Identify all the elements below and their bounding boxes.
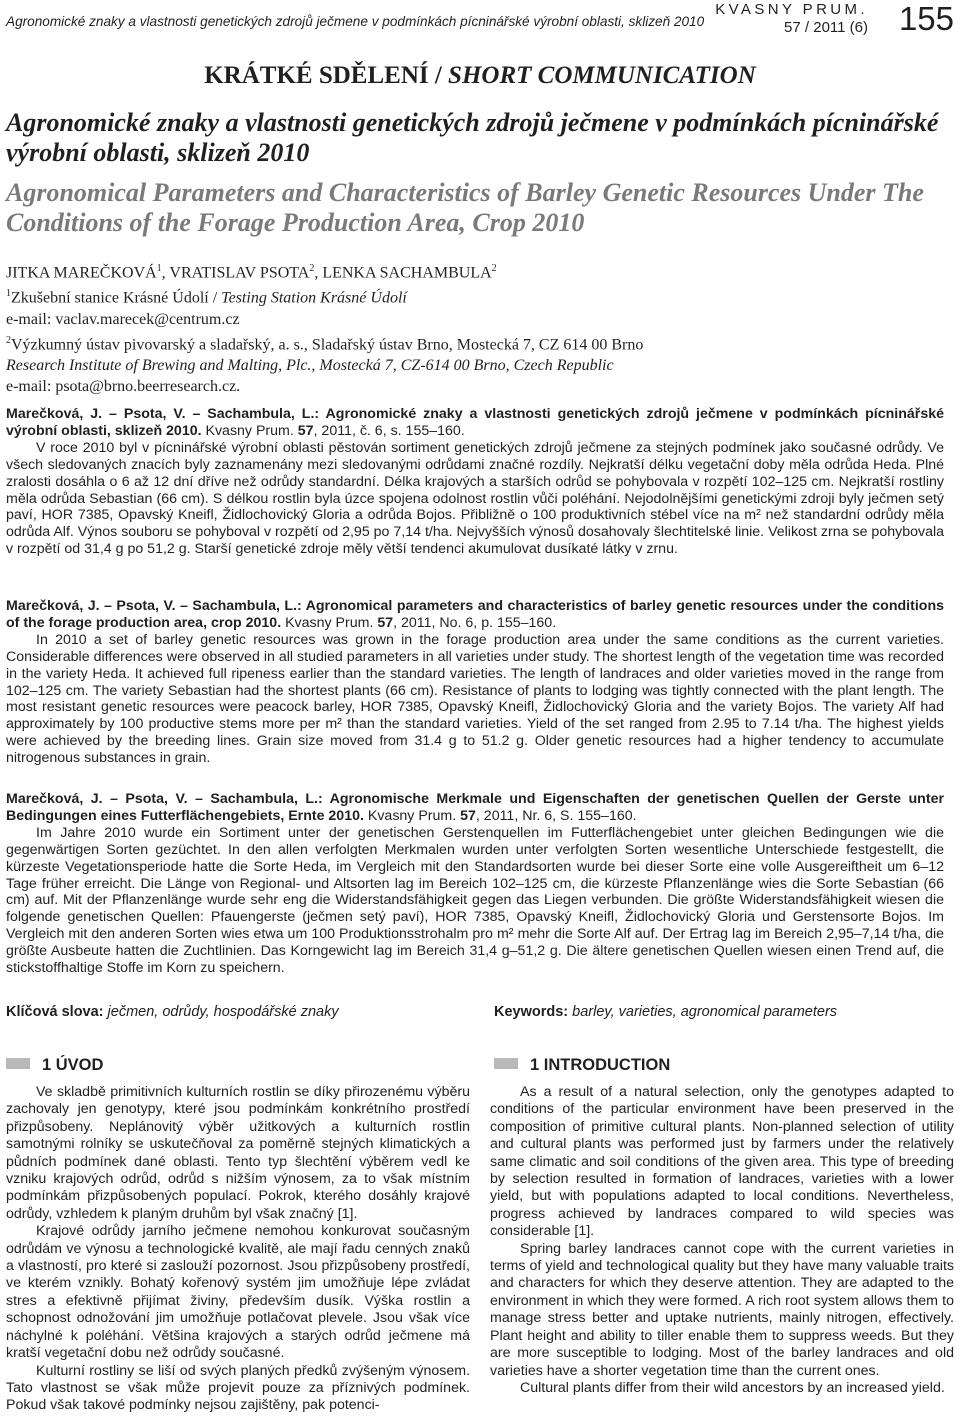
heading-bar bbox=[494, 1058, 518, 1069]
section-label bbox=[0, 62, 960, 90]
body-column-right bbox=[490, 1084, 954, 1397]
running-title: Agronomické znaky a vlastnosti genetických zdrojů ječmene v podmínkách pícninářské výrobní oblasti, sklizeň 2010 bbox=[6, 14, 705, 29]
email-2: e-mail: psota@brno.beerresearch.cz. bbox=[6, 377, 241, 395]
title-english: Agronomical Parameters and Characteristics of Barley Genetic Resources Under The Conditions of the Forage Production Area, Crop 2010 bbox=[6, 178, 924, 237]
paragraph: As a result of a natural selection, only the genotypes adapted to conditions of the particular environment have been preserved in the composition of primitive cultural plants. Non-planned selection of utility and cultural plants was performed just by farmers under the relatively same climatic and soil conditions of the given area. This type of breeding by selection resulted in formation of landraces, varieties with a lower yield, but with populations adapted to local conditions. Nevertheless, progress achieved by landraces compared to wild species was considerable [1]. bbox=[490, 1084, 954, 1240]
section-heading-introduction: 1 INTRODUCTION bbox=[494, 1056, 670, 1075]
author-sup: 2 bbox=[491, 263, 497, 274]
citation: Marečková, J. – Psota, V. – Sachambula, L.: Agronomické znaky a vlastnosti genetických zdrojů ječmene v podmínkách pícninářské výrobní oblasti, sklizeň 2010. Kvasny Prum. 57, 2011, č. 6, s. 155–160. bbox=[6, 406, 944, 439]
page-number: 155 bbox=[898, 0, 954, 37]
author-name: JITKA MAREČKOVÁ bbox=[6, 264, 157, 282]
author-block bbox=[6, 258, 956, 397]
section-label-en: SHORT COMMUNICATION bbox=[448, 62, 756, 89]
paragraph: Krajové odrůdy jarního ječmene nemohou konkurovat současným odrůdám ve výnosu a technologické kvalitě, ale mají řadu cenných znaků a vlastností, pro které si zaslouží pozornost. Jsou přizpůsobeny prostředí, ve kterém vznikly. Bohatý kořenový systém jim umožňuje lépe zvládat stres a efektivně přijímat živiny, především dusík. Výška rostlin a schopnost odnožování jim umožňuje potlačovat plevele. Jsou však více náchylné k poléhání. Většina krajových a starých odrůd ječmene má kratší vegetační dobu než odrůdy současné. bbox=[6, 1223, 470, 1362]
author-sup: 1 bbox=[156, 263, 162, 274]
abstract-german bbox=[6, 791, 944, 977]
abstract-text: V roce 2010 byl v pícninářské výrobní oblasti pěstován sortiment genetických zdrojů ječmene za stejných podmínek jako současné odrůdy. Ve všech sledovaných znacích byly zaznamenány mezi sledovanými odrůdami značné rozdíly. Nejkratší délku vegetační doby měla odrůda Heda. Plné zralosti dosáhla o 6 až 12 dní dříve než odrůdy standardní. Délka krajových a starších odrůd se pohybovala v rozpětí 102–125 cm. Nejkratší rostliny měla odrůda Sebastian (66 cm). S délkou rostlin byla úzce spojena odolnost rostlin vůči poléhání. Nejodolnějšími genetickými zdroji byly ječmen setý paví, HOR 7385, Opavský Kneifl, Židlochovický Gloria a odrůda Bojos. Přibližně o 100 produktivních stébel více na m² než standardní odrůdy měla odrůda Alf. Výnos souboru se pohyboval v rozpětí od 2,95 po 7,14 t/ha. Nejvyšších výnosů dosahovaly šlechtitelské linie. Velikost zrna se pohybovala v rozpětí od 31,4 g po 51,2 g. Starší genetické zdroje měly větší tendenci akumulovat dusíkaté látky v zrnu. bbox=[6, 439, 944, 558]
affiliation-2-english: Research Institute of Brewing and Malting, Plc., Mostecká 7, CZ-614 00 Brno, Czech Republic bbox=[6, 356, 614, 374]
keywords-english: Keywords: barley, varieties, agronomical parameters bbox=[494, 1004, 838, 1020]
journal-name: KVASNY PRUM. bbox=[715, 1, 868, 18]
author-sep: , bbox=[161, 264, 170, 282]
author-sep: , bbox=[314, 264, 323, 282]
paragraph: Spring barley landraces cannot cope with the current varieties in terms of yield and technological quality but they have many valuable traits and characters for which they deserve attention. They are adapted to the environment in which they were formed. A rich root system allows them to manage stress better and uptake nutrients, mainly nitrogen, effectively. Plant height and ability to tiller enable them to suppress weeds. But they are more susceptible to lodging. Most of the barley landraces and old varieties have a shorter vegetation time than the current ones. bbox=[490, 1240, 954, 1379]
affiliation-2: $^2$Výzkumný ústav pivovarský a sladařský, a. s., Sladařský ústav Brno, Mostecká 7, CZ 614 00 Brno bbox=[6, 334, 644, 353]
abstract-english bbox=[6, 598, 944, 767]
author-sup: 2 bbox=[309, 263, 315, 274]
journal-block bbox=[715, 2, 868, 38]
paragraph: Kulturní rostliny se liší od svých planých předků zvýšeným výnosem. Tato vlastnost se však může projevit pouze za příznivých podmínek. Pokud však takové podmínky nejsou zajištěny, pak potenci- bbox=[6, 1362, 470, 1414]
section-heading-uvod: 1 ÚVOD bbox=[6, 1056, 103, 1075]
abstract-text: Im Jahre 2010 wurde ein Sortiment unter der genetischen Gerstenquellen im Futterflächengebiet unter gleichen Bedingungen wie die gegenwärtigen Sorten gezüchtet. In den allen verfolgten Merkmalen wurden unter verfolgten Sorten wesentliche Unterschiede festgestellt, die kürzeste Vegetationsperiode hatte die Sorte Heda, im Vergleich mit den Standardsorten wurde bei dieser Sorte eine volle Ausgereiftheit um 6–12 Tage früher erreicht. Die Länge von Regional- und Altsorten lag im Bereich 102–125 cm, die kürzeste Pflanzenlänge wies die Sorte Sebastian (66 cm) auf. Mit der Pflanzenlänge wurde sehr eng die Widerstandsfähigkeit gegen das Liegen verbunden. Die größte Widerstandsfähigkeit wiesen die folgende genetischen Quellen: Pfauengerste (ječmen setý paví), HOR 7385, Opavský Kneifl, Židlochovický Gloria und Gerstensorte Bojos. Im Vergleich mit den anderen Sorten wies etwa um 100 Produktionsstrohalm pro m² mehr die Sorte Alf auf. Der Ertrag lag im Bereich 2,95–7,14 t/ha, die größte Ausbeute hatten die Zuchtlinien. Das Korngewicht lag im Bereich 31,4 g–51,2 g. Die ältere genetischen Quellen wiesen einen Trend auf, die stickstoffhaltige Stoffe im Korn zu speichern. bbox=[6, 824, 944, 977]
heading-bar bbox=[6, 1058, 30, 1069]
body-column-left bbox=[6, 1084, 470, 1415]
email-1: e-mail: vaclav.marecek@centrum.cz bbox=[6, 310, 240, 328]
abstract-czech bbox=[6, 406, 944, 558]
paragraph: Cultural plants differ from their wild ancestors by an increased yield. bbox=[520, 1379, 945, 1396]
title-czech: Agronomické znaky a vlastnosti genetických zdrojů ječmene v podmínkách pícninářské výrobní oblasti, sklizeň 2010 bbox=[6, 108, 939, 167]
citation: Marečková, J. – Psota, V. – Sachambula, L.: Agronomische Merkmale und Eigenschaften der genetischen Quellen der Gerste unter Bedingungen eines Futterflächengebiets, Ernte 2010. Kvasny Prum. 57, 2011, Nr. 6, S. 155–160. bbox=[6, 791, 944, 824]
citation: Marečková, J. – Psota, V. – Sachambula, L.: Agronomical parameters and characteristics of barley genetic resources under the conditions of the forage production area, crop 2010. Kvasny Prum. 57, 2011, No. 6, p. 155–160. bbox=[6, 598, 944, 631]
abstract-text: In 2010 a set of barley genetic resources was grown in the forage production area under the same conditions as the current varieties. Considerable differences were observed in all studied parameters in all varieties under study. The shortest length of the vegetation time was recorded in the variety Heda. It achieved full ripeness earlier than the standard varieties. The length of landraces and older varieties moved in the range from 102–125 cm. The variety Sebastian had the shortest plants (66 cm). Resistance of plants to lodging was tightly connected with the plant length. The most resistant genetic resources were peacock barley, HOR 7385, Opavský Kneifl, Židlochovický Gloria and the variety Bojos. The variety Alf had approximately by 100 productive stems more per m² than the standard varieties. Yield of the set ranged from 2.95 to 7.14 t/ha. The highest yields were achieved by the breeding lines. Grain size moved from 31.4 g to 51.2 g. Older genetic resources had a higher tendency to accumulate nitrogenous substances in grain. bbox=[6, 631, 944, 767]
keywords-czech: Klíčová slova: ječmen, odrůdy, hospodářské znaky bbox=[6, 1004, 339, 1020]
author-name: LENKA SACHAMBULA bbox=[322, 264, 492, 282]
author-line bbox=[6, 258, 956, 283]
paragraph: Ve skladbě primitivních kulturních rostlin se díky přirozenému výběru zachovaly jen genotypy, které jsou podmínkám konkrétního prostředí přizpůsobeny. Neplánovitý výběr užitkových a kulturních rostlin samotnými rolníky se uskutečňoval za poměrně stejných klimatických a půdních podmínek dané oblasti. Tento typ šlechtění výběrem vedl ke vzniku krajových odrůd, odrůd s nižším výnosem, za to však místním podmínkám přizpůsobených populací. Pokrok, kterého dosáhly krajové odrůdy, vzhledem k planým druhům byl však značný [1]. bbox=[6, 1084, 470, 1222]
journal-volume: 57 / 2011 (6) bbox=[784, 19, 868, 36]
author-name: VRATISLAV PSOTA bbox=[169, 264, 310, 282]
affiliation-1: $^1$Zkušební stanice Krásné Údolí / Testing Station Krásné Údolí bbox=[6, 288, 407, 307]
section-label-cz: KRÁTKÉ SDĚLENÍ / bbox=[204, 62, 449, 89]
